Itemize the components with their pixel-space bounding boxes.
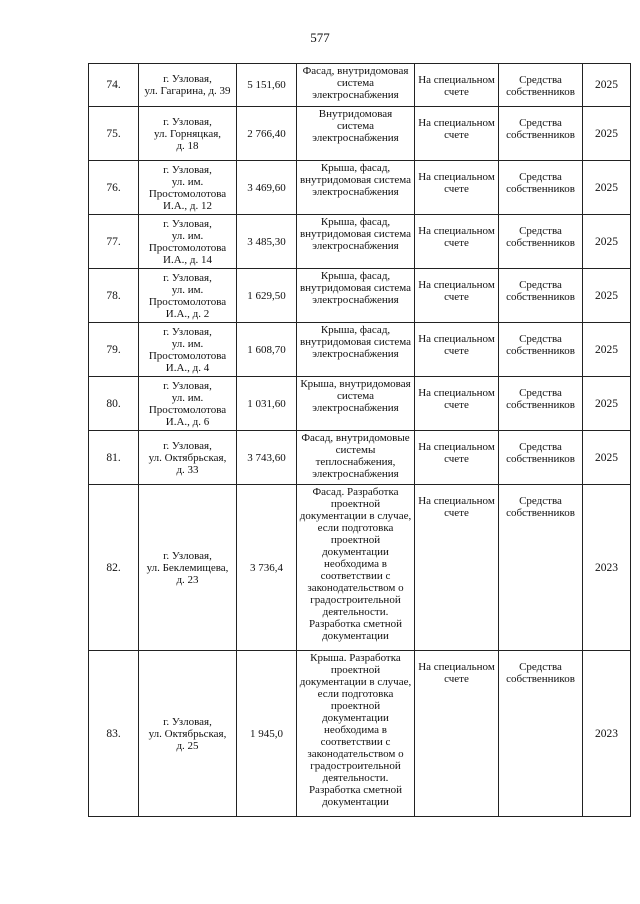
year-cell: 2025 [583, 107, 631, 161]
area-cell: 1 031,60 [237, 377, 297, 431]
works-cell: Фасад, внутридомовая система электроснабжения [297, 64, 415, 107]
row-number: 83. [89, 651, 139, 817]
capital-repair-table [88, 63, 631, 817]
account-cell: На специальном счете [415, 323, 499, 377]
address-cell: г. Узловая, ул. Беклемищева, д. 23 [139, 485, 237, 651]
account-cell: На специальном счете [415, 215, 499, 269]
address-cell: г. Узловая, ул. Горняцкая, д. 18 [139, 107, 237, 161]
table-row [89, 107, 631, 161]
year-cell: 2025 [583, 377, 631, 431]
table-row [89, 431, 631, 485]
address-cell: г. Узловая, ул. им. Простомолотова И.А., д. 4 [139, 323, 237, 377]
address-cell: г. Узловая, ул. им. Простомолотова И.А., д. 12 [139, 161, 237, 215]
account-cell: На специальном счете [415, 485, 499, 651]
funding-cell: Средства собственников [499, 651, 583, 817]
works-cell: Фасад, внутридомовые системы теплоснабжения, электроснабжения [297, 431, 415, 485]
account-cell: На специальном счете [415, 64, 499, 107]
account-cell: На специальном счете [415, 107, 499, 161]
area-cell: 3 469,60 [237, 161, 297, 215]
funding-cell: Средства собственников [499, 269, 583, 323]
address-cell: г. Узловая, ул. им. Простомолотова И.А., д. 14 [139, 215, 237, 269]
row-number: 79. [89, 323, 139, 377]
account-cell: На специальном счете [415, 431, 499, 485]
works-cell: Крыша, фасад, внутридомовая система электроснабжения [297, 161, 415, 215]
funding-cell: Средства собственников [499, 107, 583, 161]
area-cell: 2 766,40 [237, 107, 297, 161]
area-cell: 3 736,4 [237, 485, 297, 651]
table-row [89, 651, 631, 817]
area-cell: 5 151,60 [237, 64, 297, 107]
address-cell: г. Узловая, ул. им. Простомолотова И.А., д. 2 [139, 269, 237, 323]
area-cell: 1 629,50 [237, 269, 297, 323]
row-number: 82. [89, 485, 139, 651]
account-cell: На специальном счете [415, 269, 499, 323]
year-cell: 2023 [583, 485, 631, 651]
row-number: 77. [89, 215, 139, 269]
row-number: 75. [89, 107, 139, 161]
page-number: 577 [310, 30, 330, 45]
works-cell: Крыша. Разработка проектной документации в случае, если подготовка проектной документации необходима в соответствии с законодательством о градостроительной деятельности. Разработка сметной документации [297, 651, 415, 817]
address-cell: г. Узловая, ул. Октябрьская, д. 33 [139, 431, 237, 485]
funding-cell: Средства собственников [499, 64, 583, 107]
area-cell: 1 608,70 [237, 323, 297, 377]
funding-cell: Средства собственников [499, 431, 583, 485]
works-cell: Фасад. Разработка проектной документации в случае, если подготовка проектной документации необходима в соответствии с законодательством о градостроительной деятельности. Разработка сметной документации [297, 485, 415, 651]
funding-cell: Средства собственников [499, 215, 583, 269]
row-number: 76. [89, 161, 139, 215]
table-row [89, 269, 631, 323]
area-cell: 1 945,0 [237, 651, 297, 817]
works-cell: Крыша, фасад, внутридомовая система электроснабжения [297, 323, 415, 377]
year-cell: 2025 [583, 431, 631, 485]
funding-cell: Средства собственников [499, 323, 583, 377]
table-row [89, 161, 631, 215]
account-cell: На специальном счете [415, 377, 499, 431]
year-cell: 2023 [583, 651, 631, 817]
works-cell: Внутридомовая система электроснабжения [297, 107, 415, 161]
funding-cell: Средства собственников [499, 161, 583, 215]
table-row [89, 215, 631, 269]
works-cell: Крыша, фасад, внутридомовая система электроснабжения [297, 269, 415, 323]
address-cell: г. Узловая, ул. им. Простомолотова И.А., д. 6 [139, 377, 237, 431]
works-cell: Крыша, внутридомовая система электроснабжения [297, 377, 415, 431]
funding-cell: Средства собственников [499, 485, 583, 651]
address-cell: г. Узловая, ул. Октябрьская, д. 25 [139, 651, 237, 817]
area-cell: 3 485,30 [237, 215, 297, 269]
table-row [89, 377, 631, 431]
table-row [89, 485, 631, 651]
row-number: 74. [89, 64, 139, 107]
year-cell: 2025 [583, 64, 631, 107]
row-number: 78. [89, 269, 139, 323]
table-row [89, 64, 631, 107]
table-row [89, 323, 631, 377]
year-cell: 2025 [583, 161, 631, 215]
row-number: 80. [89, 377, 139, 431]
account-cell: На специальном счете [415, 651, 499, 817]
account-cell: На специальном счете [415, 161, 499, 215]
works-cell: Крыша, фасад, внутридомовая система электроснабжения [297, 215, 415, 269]
year-cell: 2025 [583, 323, 631, 377]
area-cell: 3 743,60 [237, 431, 297, 485]
year-cell: 2025 [583, 215, 631, 269]
year-cell: 2025 [583, 269, 631, 323]
row-number: 81. [89, 431, 139, 485]
address-cell: г. Узловая, ул. Гагарина, д. 39 [139, 64, 237, 107]
funding-cell: Средства собственников [499, 377, 583, 431]
